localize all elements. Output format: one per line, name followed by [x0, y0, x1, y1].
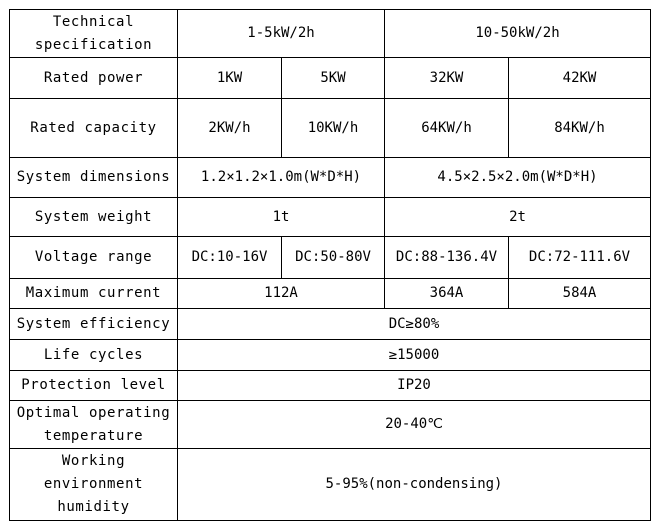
maximum-current-value: 584A	[509, 279, 651, 309]
system-dimensions-group2: 4.5×2.5×2.0m(W*D*H)	[385, 158, 651, 198]
maximum-current-value: 364A	[385, 279, 509, 309]
table-row-maximum-current	[10, 279, 651, 309]
table-row-rated-power	[10, 58, 651, 99]
table-row-working-humidity	[10, 449, 651, 521]
rated-power-value: 1KW	[178, 58, 282, 99]
protection-level-label: Protection level	[10, 371, 178, 401]
optimal-temperature-value: 20-40℃	[178, 401, 651, 449]
rated-capacity-label: Rated capacity	[10, 99, 178, 158]
rated-capacity-value: 2KW/h	[178, 99, 282, 158]
system-efficiency-label: System efficiency	[10, 309, 178, 340]
rated-capacity-value: 64KW/h	[385, 99, 509, 158]
rated-power-value: 42KW	[509, 58, 651, 99]
rated-power-label: Rated power	[10, 58, 178, 99]
header-group2-cell: 10-50kW/2h	[385, 10, 651, 58]
system-efficiency-value: DC≥80%	[178, 309, 651, 340]
voltage-range-value: DC:88-136.4V	[385, 237, 509, 279]
technical-spec-table	[9, 9, 651, 521]
rated-capacity-value: 84KW/h	[509, 99, 651, 158]
header-label-cell: Technical specification	[10, 10, 178, 58]
header-group1-cell: 1-5kW/2h	[178, 10, 385, 58]
voltage-range-value: DC:72-111.6V	[509, 237, 651, 279]
working-humidity-label: Working environment humidity	[10, 449, 178, 521]
table-row-optimal-temperature	[10, 401, 651, 449]
working-humidity-value: 5-95%(non-condensing)	[178, 449, 651, 521]
system-dimensions-group1: 1.2×1.2×1.0m(W*D*H)	[178, 158, 385, 198]
maximum-current-group1: 112A	[178, 279, 385, 309]
life-cycles-value: ≥15000	[178, 340, 651, 371]
system-weight-group1: 1t	[178, 198, 385, 237]
table-row-life-cycles	[10, 340, 651, 371]
life-cycles-label: Life cycles	[10, 340, 178, 371]
voltage-range-value: DC:10-16V	[178, 237, 282, 279]
table-row-system-dimensions	[10, 158, 651, 198]
maximum-current-label: Maximum current	[10, 279, 178, 309]
voltage-range-label: Voltage range	[10, 237, 178, 279]
voltage-range-value: DC:50-80V	[282, 237, 385, 279]
table-row-system-weight	[10, 198, 651, 237]
protection-level-value: IP20	[178, 371, 651, 401]
system-weight-group2: 2t	[385, 198, 651, 237]
table-row-rated-capacity	[10, 99, 651, 158]
table-row-system-efficiency	[10, 309, 651, 340]
table-row-voltage-range	[10, 237, 651, 279]
table-row-header	[10, 10, 651, 58]
rated-power-value: 5KW	[282, 58, 385, 99]
system-dimensions-label: System dimensions	[10, 158, 178, 198]
rated-power-value: 32KW	[385, 58, 509, 99]
table-row-protection-level	[10, 371, 651, 401]
system-weight-label: System weight	[10, 198, 178, 237]
rated-capacity-value: 10KW/h	[282, 99, 385, 158]
optimal-temperature-label: Optimal operating temperature	[10, 401, 178, 449]
